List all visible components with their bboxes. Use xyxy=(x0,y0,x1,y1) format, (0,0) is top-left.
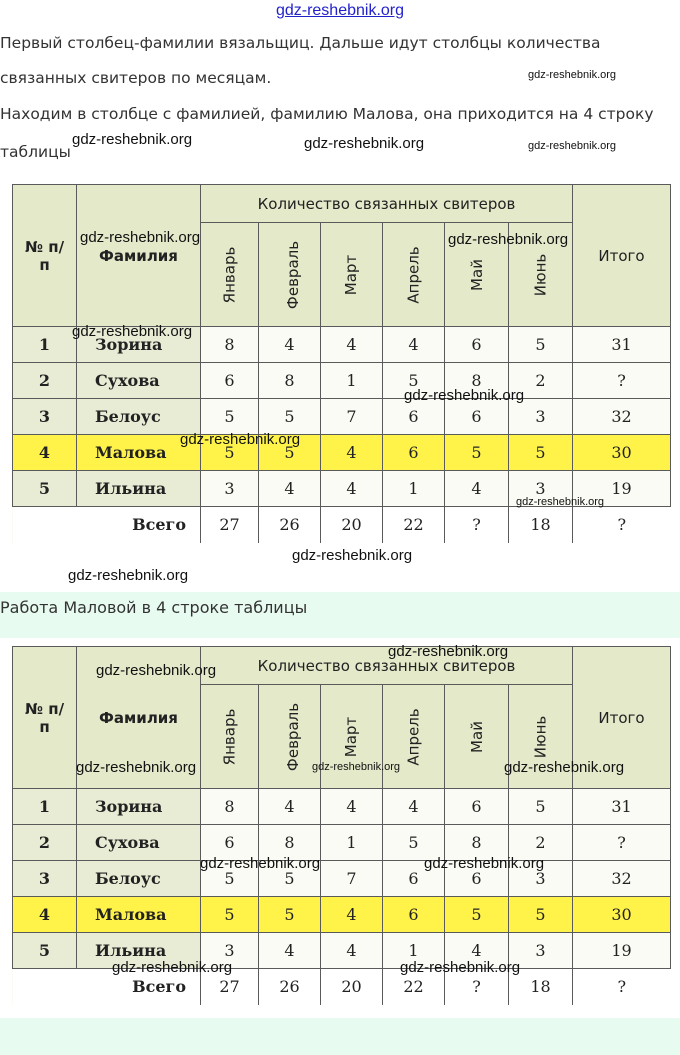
totals-label: Всего xyxy=(77,969,201,1005)
watermark: gdz-reshebnik.org xyxy=(528,69,617,81)
row-total: 19 xyxy=(573,471,671,507)
row-value: 5 xyxy=(201,861,259,897)
row-total: 30 xyxy=(573,435,671,471)
row-value: 5 xyxy=(445,897,509,933)
row-value: 6 xyxy=(383,399,445,435)
row-value: 4 xyxy=(321,789,383,825)
row-value: 7 xyxy=(321,861,383,897)
row-total: 19 xyxy=(573,933,671,969)
watermark: gdz-reshebnik.org xyxy=(292,547,413,564)
totals-value: ? xyxy=(445,507,509,543)
header-month xyxy=(321,223,383,327)
totals-spacer xyxy=(13,507,77,543)
row-value: 5 xyxy=(509,435,573,471)
row-total: 32 xyxy=(573,399,671,435)
month-label: Февраль xyxy=(284,702,303,771)
row-value: 4 xyxy=(321,471,383,507)
row-value: 6 xyxy=(383,435,445,471)
row-value: 4 xyxy=(321,327,383,363)
row-value: 4 xyxy=(383,327,445,363)
row-value: 6 xyxy=(383,861,445,897)
watermark: gdz-reshebnik.org xyxy=(448,231,569,248)
row-total: ? xyxy=(573,363,671,399)
totals-value: 22 xyxy=(383,969,445,1005)
month-label: Апрель xyxy=(404,245,423,304)
row-value: 2 xyxy=(509,825,573,861)
totals-value: ? xyxy=(445,969,509,1005)
sweater-table-1 xyxy=(12,184,670,543)
watermark: gdz-reshebnik.org xyxy=(80,229,201,246)
watermark: gdz-reshebnik.org xyxy=(96,662,217,679)
row-value: 5 xyxy=(201,399,259,435)
row-surname: Малова xyxy=(77,897,201,933)
watermark: gdz-reshebnik.org xyxy=(304,135,425,152)
totals-value: ? xyxy=(573,969,671,1005)
watermark: gdz-reshebnik.org xyxy=(404,387,525,404)
totals-spacer xyxy=(13,969,77,1005)
watermark: gdz-reshebnik.org xyxy=(528,140,617,152)
row-number: 4 xyxy=(13,897,77,933)
watermark: gdz-reshebnik.org xyxy=(112,959,233,976)
totals-value: 22 xyxy=(383,507,445,543)
row-value: 5 xyxy=(383,825,445,861)
row-value: 8 xyxy=(445,825,509,861)
header-number: № п/п xyxy=(13,647,77,789)
row-number: 3 xyxy=(13,399,77,435)
totals-row xyxy=(13,969,671,1005)
intro-line-2: связанных свитеров по месяцам. xyxy=(0,69,272,87)
header-month xyxy=(509,223,573,327)
row-total: 30 xyxy=(573,897,671,933)
row-value: 3 xyxy=(509,933,573,969)
row-total: 31 xyxy=(573,327,671,363)
header-month xyxy=(509,685,573,789)
row-value: 8 xyxy=(201,789,259,825)
row-surname: Малова xyxy=(77,435,201,471)
table-row xyxy=(13,471,671,507)
header-month xyxy=(201,685,259,789)
row-value: 4 xyxy=(259,327,321,363)
totals-value: 20 xyxy=(321,507,383,543)
month-label: Февраль xyxy=(284,240,303,309)
table-row xyxy=(13,933,671,969)
header-total: Итого xyxy=(573,647,671,789)
watermark: gdz-reshebnik.org xyxy=(76,759,197,776)
row-number: 5 xyxy=(13,471,77,507)
table-row xyxy=(13,363,671,399)
watermark: gdz-reshebnik.org xyxy=(424,855,545,872)
month-label: Апрель xyxy=(404,707,423,766)
row-value: 1 xyxy=(321,363,383,399)
header-month xyxy=(259,223,321,327)
row-value: 3 xyxy=(509,861,573,897)
row-value: 5 xyxy=(259,897,321,933)
caption: Работа Маловой в 4 строке таблицы xyxy=(0,598,308,617)
row-value: 8 xyxy=(201,327,259,363)
intro-line-4: таблицы xyxy=(0,143,71,161)
table-row-highlighted xyxy=(13,435,671,471)
header-row xyxy=(13,647,671,685)
row-value: 7 xyxy=(321,399,383,435)
row-value: 5 xyxy=(445,435,509,471)
month-label: Июнь xyxy=(531,253,550,296)
header-month xyxy=(445,223,509,327)
row-value: 8 xyxy=(259,363,321,399)
row-value: 6 xyxy=(445,399,509,435)
row-value: 4 xyxy=(321,897,383,933)
watermark: gdz-reshebnik.org xyxy=(312,761,401,773)
row-number: 1 xyxy=(13,327,77,363)
watermark: gdz-reshebnik.org xyxy=(180,431,301,448)
table-row xyxy=(13,789,671,825)
table-header xyxy=(13,185,671,327)
row-total: 32 xyxy=(573,861,671,897)
table-header xyxy=(13,647,671,789)
row-value: 8 xyxy=(445,363,509,399)
totals-value: ? xyxy=(573,507,671,543)
row-value: 6 xyxy=(201,363,259,399)
table-row xyxy=(13,399,671,435)
table-body xyxy=(13,327,671,543)
header-sweater-count: Количество связанных свитеров xyxy=(201,185,573,223)
totals-value: 27 xyxy=(201,507,259,543)
row-value: 3 xyxy=(509,399,573,435)
row-number: 3 xyxy=(13,861,77,897)
row-surname: Зорина xyxy=(77,789,201,825)
header-month xyxy=(383,223,445,327)
data-table xyxy=(12,184,671,543)
sweater-table-2 xyxy=(12,646,670,1005)
row-value: 5 xyxy=(259,435,321,471)
header-month xyxy=(321,685,383,789)
row-value: 4 xyxy=(259,789,321,825)
month-label: Май xyxy=(467,258,486,291)
totals-value: 18 xyxy=(509,507,573,543)
row-value: 5 xyxy=(509,897,573,933)
month-label: Январь xyxy=(220,246,239,303)
row-value: 3 xyxy=(201,933,259,969)
watermark: gdz-reshebnik.org xyxy=(504,759,625,776)
row-value: 1 xyxy=(383,471,445,507)
header-row xyxy=(13,185,671,223)
month-label: Март xyxy=(342,254,361,295)
row-number: 2 xyxy=(13,363,77,399)
row-number: 2 xyxy=(13,825,77,861)
row-value: 5 xyxy=(509,789,573,825)
header-total: Итого xyxy=(573,185,671,327)
totals-value: 26 xyxy=(259,969,321,1005)
row-value: 4 xyxy=(259,471,321,507)
watermark: gdz-reshebnik.org xyxy=(516,496,605,508)
row-surname: Белоус xyxy=(77,861,201,897)
row-value: 6 xyxy=(445,327,509,363)
row-value: 4 xyxy=(445,933,509,969)
month-label: Май xyxy=(467,720,486,753)
row-value: 6 xyxy=(445,789,509,825)
row-value: 5 xyxy=(259,399,321,435)
watermark: gdz-reshebnik.org xyxy=(200,855,321,872)
header-sweater-count: Количество связанных свитеров xyxy=(201,647,573,685)
month-label: Июнь xyxy=(531,715,550,758)
totals-label: Всего xyxy=(77,507,201,543)
row-number: 4 xyxy=(13,435,77,471)
row-value: 1 xyxy=(321,825,383,861)
totals-value: 27 xyxy=(201,969,259,1005)
row-value: 3 xyxy=(509,471,573,507)
row-surname: Ильина xyxy=(77,471,201,507)
watermark: gdz-reshebnik.org xyxy=(400,959,521,976)
watermark: gdz-reshebnik.org xyxy=(72,323,193,340)
row-surname: Белоус xyxy=(77,399,201,435)
row-value: 4 xyxy=(321,933,383,969)
header-month xyxy=(383,685,445,789)
row-value: 2 xyxy=(509,363,573,399)
header-month xyxy=(445,685,509,789)
row-value: 5 xyxy=(509,327,573,363)
row-value: 6 xyxy=(201,825,259,861)
totals-value: 26 xyxy=(259,507,321,543)
totals-row xyxy=(13,507,671,543)
table-row xyxy=(13,861,671,897)
row-value: 6 xyxy=(445,861,509,897)
row-value: 5 xyxy=(383,363,445,399)
header-surname: Фамилия xyxy=(77,185,201,327)
table-body xyxy=(13,789,671,1005)
header-month xyxy=(259,685,321,789)
header-surname: Фамилия xyxy=(77,647,201,789)
watermark: gdz-reshebnik.org xyxy=(72,131,193,148)
data-table xyxy=(12,646,671,1005)
intro-line-1: Первый столбец-фамилии вязальщиц. Дальше идут столбцы количества xyxy=(0,34,601,52)
site-link[interactable]: gdz-reshebnik.org xyxy=(275,2,405,19)
table-row xyxy=(13,327,671,363)
table-row-highlighted xyxy=(13,897,671,933)
row-value: 3 xyxy=(201,471,259,507)
row-value: 4 xyxy=(259,933,321,969)
month-label: Март xyxy=(342,716,361,757)
row-total: 31 xyxy=(573,789,671,825)
row-surname: Сухова xyxy=(77,363,201,399)
row-value: 1 xyxy=(383,933,445,969)
row-number: 1 xyxy=(13,789,77,825)
row-value: 4 xyxy=(445,471,509,507)
row-value: 6 xyxy=(383,897,445,933)
row-surname: Сухова xyxy=(77,825,201,861)
row-value: 5 xyxy=(259,861,321,897)
totals-value: 18 xyxy=(509,969,573,1005)
watermark: gdz-reshebnik.org xyxy=(68,567,189,584)
row-value: 4 xyxy=(383,789,445,825)
row-value: 5 xyxy=(201,435,259,471)
row-value: 5 xyxy=(201,897,259,933)
row-total: ? xyxy=(573,825,671,861)
row-surname: Зорина xyxy=(77,327,201,363)
header-month xyxy=(201,223,259,327)
row-surname: Ильина xyxy=(77,933,201,969)
bottom-band xyxy=(0,1018,680,1055)
totals-value: 20 xyxy=(321,969,383,1005)
row-value: 8 xyxy=(259,825,321,861)
month-label: Январь xyxy=(220,708,239,765)
watermark: gdz-reshebnik.org xyxy=(388,643,509,660)
intro-line-3: Находим в столбце с фамилией, фамилию Малова, она приходится на 4 строку xyxy=(0,105,654,123)
row-number: 5 xyxy=(13,933,77,969)
table-row xyxy=(13,825,671,861)
header-number: № п/п xyxy=(13,185,77,327)
row-value: 4 xyxy=(321,435,383,471)
